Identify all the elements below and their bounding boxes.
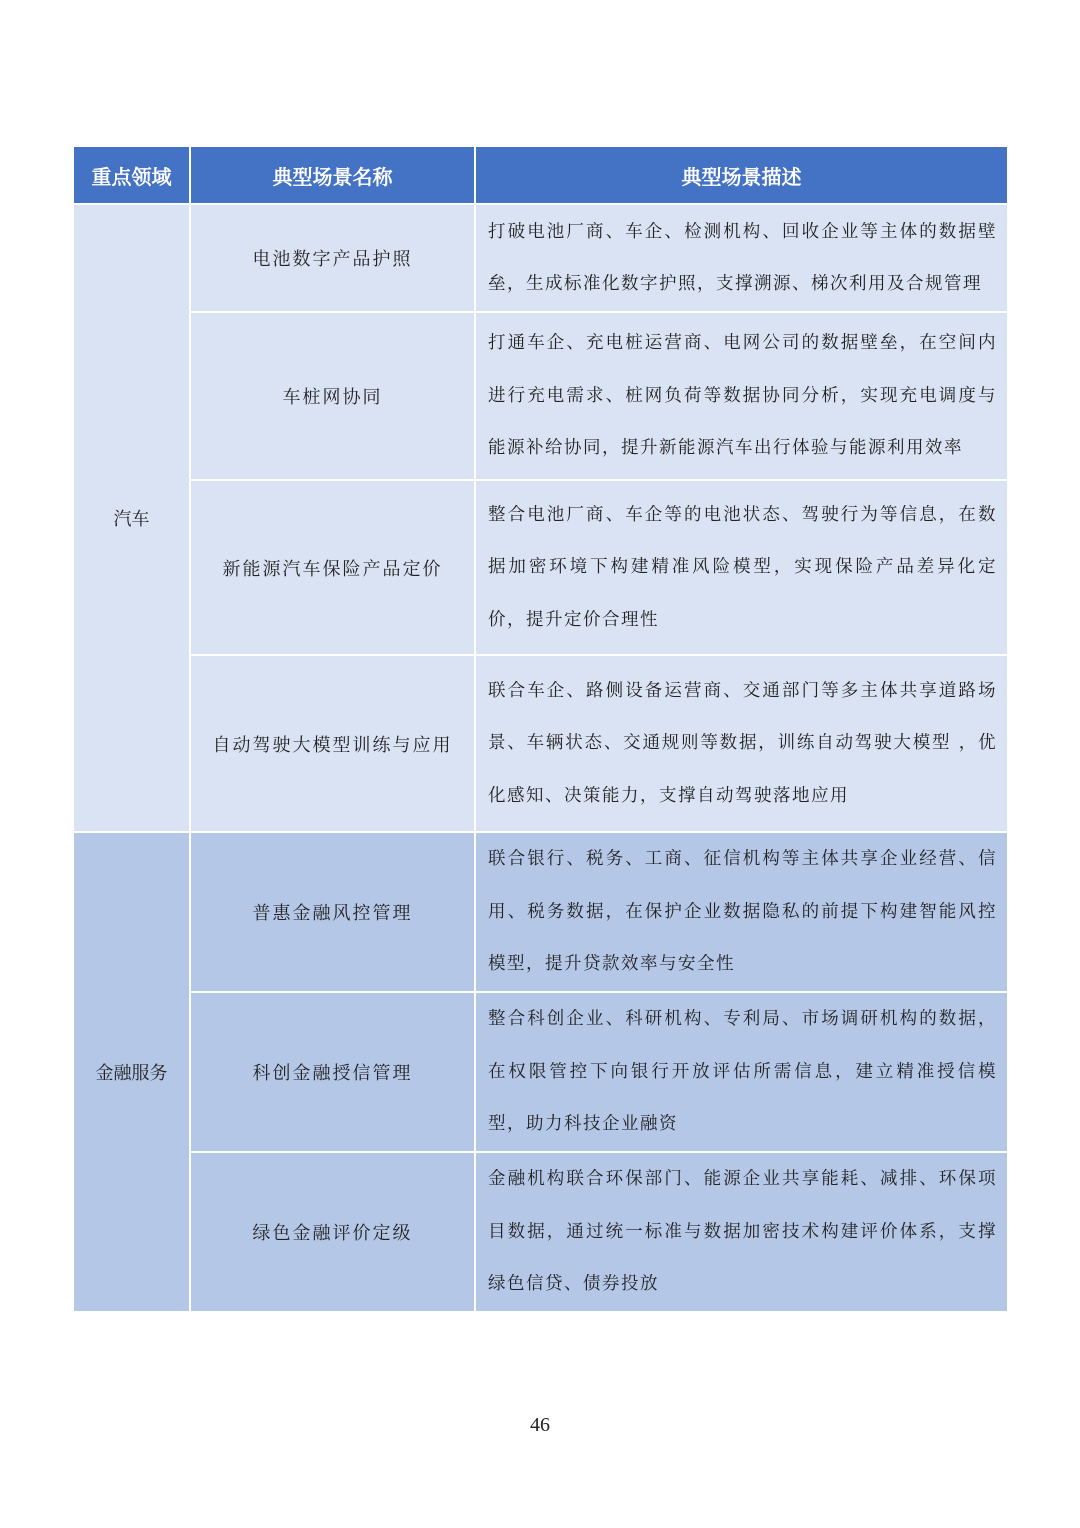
scene-description-cell: 整合电池厂商、车企等的电池状态、驾驶行为等信息，在数据加密环境下构建精准风险模型，实现保险产品差异化定价，提升定价合理性 bbox=[475, 480, 1008, 655]
area-cell-auto: 汽车 bbox=[73, 204, 190, 832]
table-row bbox=[73, 204, 1008, 312]
header-scene-description: 典型场景描述 bbox=[475, 146, 1008, 204]
scene-description-cell: 打破电池厂商、车企、检测机构、回收企业等主体的数据壁垒，生成标准化数字护照，支撑溯源、梯次利用及合规管理 bbox=[475, 204, 1008, 312]
table-row bbox=[73, 832, 1008, 992]
scene-name-cell: 自动驾驶大模型训练与应用 bbox=[190, 655, 475, 832]
page-number: 46 bbox=[530, 1414, 550, 1436]
area-cell-finance: 金融服务 bbox=[73, 832, 190, 1312]
scene-description-cell: 打通车企、充电桩运营商、电网公司的数据壁垒，在空间内进行充电需求、桩网负荷等数据协同分析，实现充电调度与能源补给协同，提升新能源汽车出行体验与能源利用效率 bbox=[475, 312, 1008, 480]
scene-name-cell: 新能源汽车保险产品定价 bbox=[190, 480, 475, 655]
scene-description-cell: 联合车企、路侧设备运营商、交通部门等多主体共享道路场景、车辆状态、交通规则等数据，训练自动驾驶大模型 ，优化感知、决策能力，支撑自动驾驶落地应用 bbox=[475, 655, 1008, 832]
scenario-table bbox=[72, 145, 1009, 1313]
scene-name-cell: 普惠金融风控管理 bbox=[190, 832, 475, 992]
header-key-area: 重点领域 bbox=[73, 146, 190, 204]
table-row bbox=[73, 312, 1008, 480]
scene-description-cell: 联合银行、税务、工商、征信机构等主体共享企业经营、信用、税务数据，在保护企业数据隐私的前提下构建智能风控模型，提升贷款效率与安全性 bbox=[475, 832, 1008, 992]
scene-description-cell: 整合科创企业、科研机构、专利局、市场调研机构的数据，在权限管控下向银行开放评估所需信息，建立精准授信模型，助力科技企业融资 bbox=[475, 992, 1008, 1152]
table-row bbox=[73, 992, 1008, 1152]
table-row bbox=[73, 655, 1008, 832]
header-scene-name: 典型场景名称 bbox=[190, 146, 475, 204]
scene-description-cell: 金融机构联合环保部门、能源企业共享能耗、减排、环保项目数据，通过统一标准与数据加密技术构建评价体系，支撑绿色信贷、债券投放 bbox=[475, 1152, 1008, 1312]
scene-name-cell: 车桩网协同 bbox=[190, 312, 475, 480]
table-row bbox=[73, 1152, 1008, 1312]
scene-name-cell: 科创金融授信管理 bbox=[190, 992, 475, 1152]
table-header-row bbox=[73, 146, 1008, 204]
scene-name-cell: 绿色金融评价定级 bbox=[190, 1152, 475, 1312]
scene-name-cell: 电池数字产品护照 bbox=[190, 204, 475, 312]
table-row bbox=[73, 480, 1008, 655]
